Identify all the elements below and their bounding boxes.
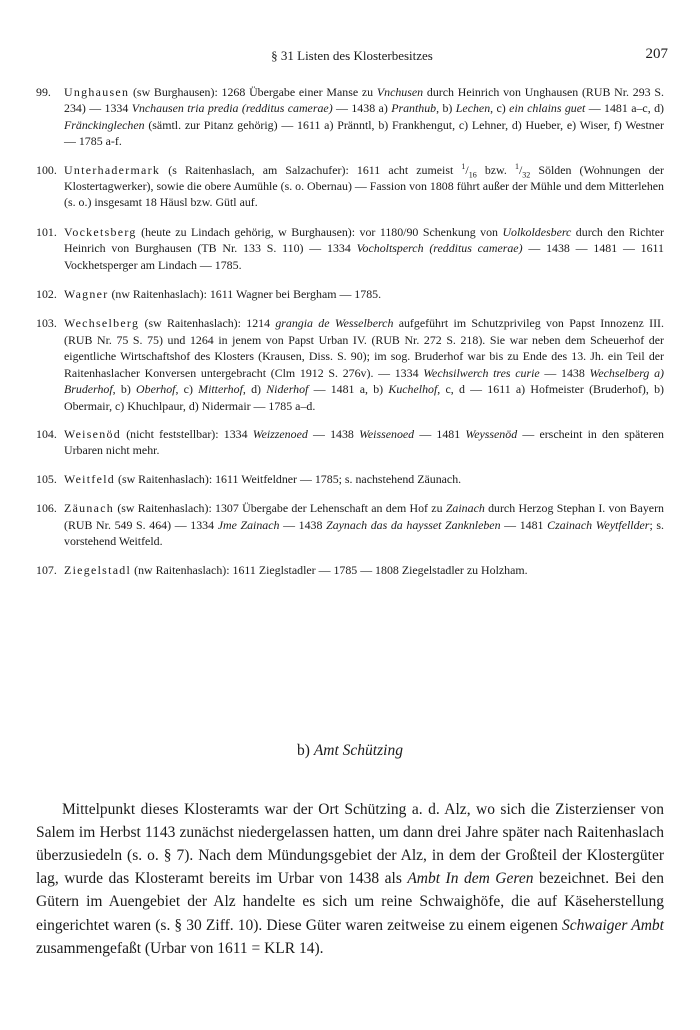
entry-number: 105. bbox=[36, 471, 57, 486]
entry-text-italic: Zaynach das da haysset Zanknleben bbox=[326, 517, 501, 532]
running-head bbox=[36, 46, 668, 68]
entry-text: (nicht feststellbar): 1334 bbox=[121, 426, 253, 441]
entry-107 bbox=[36, 562, 664, 578]
section-heading bbox=[36, 742, 664, 760]
entry-text-italic: Jme Zainach bbox=[217, 517, 280, 532]
entry-text-italic: Czainach Weytfellder bbox=[547, 517, 650, 532]
entry-text-italic: Vnchausen tria predia (redditus camerae) bbox=[131, 101, 333, 116]
page-number: 207 bbox=[645, 46, 668, 62]
entry-text-italic: Uolkoldesberc bbox=[502, 224, 572, 239]
body-text: zusammengefaßt (Urbar von 1611 = KLR 14). bbox=[36, 939, 324, 957]
fraction-numerator: 1 bbox=[514, 161, 519, 171]
entry-100 bbox=[36, 162, 664, 211]
entry-text: , c) bbox=[490, 101, 510, 116]
entry-text-italic: ein chlains guet bbox=[509, 101, 586, 116]
entry-number: 99. bbox=[36, 85, 51, 99]
entry-text: — 1438 bbox=[279, 517, 327, 532]
entry-text: — 1438 — 1481 — 1611 Vockhetsperger am Lindach — 1785. bbox=[64, 241, 665, 272]
entry-106 bbox=[36, 500, 664, 549]
entry-text: , c, d — 1611 a) Hofmeister (Bruderhof), b) Obermair, c) Khuchlpaur, d) Nidermair — 1785 a–d. bbox=[64, 382, 665, 413]
entry-placename: Ziegelstadl bbox=[64, 563, 132, 578]
entry-placename: Wagner bbox=[64, 287, 109, 302]
entry-number: 104. bbox=[36, 426, 57, 441]
entry-text: durch den Richter Heinrich von Burghausen (TB Nr. 133 S. 110) — 1334 bbox=[64, 224, 664, 256]
entry-text: — 1481 a–c, d) bbox=[585, 101, 664, 116]
entry-text-italic: Weizzenoed bbox=[252, 426, 308, 441]
entry-number: 101. bbox=[36, 224, 57, 239]
entry-text: ; s. vorstehend Weitfeld. bbox=[64, 517, 664, 548]
entry-text: (sw Burghausen): 1268 Übergabe einer Manse zu bbox=[129, 85, 377, 99]
entry-number: 107. bbox=[36, 563, 57, 578]
entry-text: — 1481 bbox=[414, 426, 466, 441]
entry-text-italic: Wechselberg a) Bruderhof bbox=[64, 365, 664, 397]
body-text-italic: Ambt In dem Geren bbox=[407, 870, 534, 888]
entry-text-italic: Vocholtsperch (redditus camerae) bbox=[356, 241, 523, 256]
entry-text: — 1438 bbox=[539, 365, 590, 380]
entry-text-italic: Niderhof bbox=[266, 382, 309, 397]
entry-placename: Wechselberg bbox=[64, 316, 140, 331]
entry-text: durch Heinrich von Unghausen (RUB Nr. 293 S. 234) — 1334 bbox=[64, 85, 664, 116]
entry-text-italic: Lechen bbox=[455, 101, 491, 116]
entry-number: 106. bbox=[36, 501, 57, 516]
entry-placename: Weisenöd bbox=[64, 426, 121, 441]
entry-number: 103. bbox=[36, 316, 57, 331]
entry-text: , b) bbox=[436, 101, 456, 116]
entry-placename: Zäunach bbox=[64, 501, 115, 516]
entry-text-italic: Fränckinglechen bbox=[64, 117, 145, 132]
entry-text: — 1481 bbox=[500, 517, 548, 532]
fraction-denominator: 32 bbox=[522, 170, 531, 179]
body-text-italic: Schwaiger Ambt bbox=[562, 916, 664, 934]
entry-text: — 1481 a, b) bbox=[308, 382, 389, 397]
entry-102 bbox=[36, 286, 664, 302]
entry-text: (sämtl. zur Pitanz gehörig) — 1611 a) Pränntl, b) Frankhengut, c) Lehner, d) Hueber, e) Wiser, f) Westner — 1785 a-f. bbox=[64, 117, 664, 149]
entry-text: — erscheint in den späteren Urbaren nicht mehr. bbox=[64, 426, 664, 458]
running-head-title: § 31 Listen des Klosterbesitzes bbox=[271, 48, 433, 63]
entry-text: , b) bbox=[112, 382, 137, 397]
fraction-numerator: 1 bbox=[461, 161, 466, 171]
body-text: Mittelpunkt dieses Klosteramts war der Ort Schützing a. d. Alz, wo sich die Zisterzienser von Salem im Herbst 1143 zunächst niedergelassen hatten, um dann drei Jahre später nach Raitenhaslach überzusiedeln (s. o. § 7). Nach dem Mündungsgebiet der Alz, in dem der Großteil der Klostergüter lag, wurde das Klosteramt bereits im Urbar von 1438 als bbox=[36, 800, 664, 888]
entry-103 bbox=[36, 315, 664, 413]
entry-text: (sw Raitenhaslach): 1611 Weitfeldner — 1785; s. nachstehend Zäunach. bbox=[115, 471, 462, 486]
entry-list bbox=[36, 84, 664, 591]
entry-placename: Weitfeld bbox=[64, 471, 116, 486]
entry-text-italic: Weyssenöd bbox=[465, 426, 518, 441]
entry-text: — 1438 a) bbox=[332, 101, 392, 116]
entry-text: bzw. bbox=[476, 162, 515, 177]
section-title: Amt Schützing bbox=[313, 742, 403, 759]
entry-101 bbox=[36, 224, 664, 273]
entry-number: 100. bbox=[36, 162, 57, 177]
entry-text-italic: Pranthub bbox=[391, 101, 437, 116]
entry-text-italic: Oberhof bbox=[136, 382, 176, 397]
fraction-slash: / bbox=[518, 162, 523, 177]
entry-text: , d) bbox=[242, 382, 267, 397]
entry-text-italic: Mitterhof bbox=[198, 382, 243, 397]
body-text: bezeichnet. Bei den Gütern im Auengebiet der Alz handelte es sich um reine Schwaighöfe, die auf Käseherstellung eingerichtet waren (s. § 30 Ziff. 10). Diese Güter waren zeitweise zu einem eigenen bbox=[36, 870, 664, 934]
entry-text-italic: Wechsilwerch tres curie bbox=[423, 365, 540, 380]
entry-text: Sölden (Wohnungen der Klostertagwerker), sowie die obere Aumühle (s. o. Obernau) — Fassion von 1808 führt außer der Mühle und dem Mitterlehen (s. o.) insgesamt 18 Häusl bzw. Gütl auf. bbox=[64, 162, 664, 210]
entry-104 bbox=[36, 426, 664, 459]
entry-text: , c) bbox=[175, 382, 199, 397]
entry-99 bbox=[36, 84, 664, 150]
entry-number: 102. bbox=[36, 287, 57, 302]
entry-text: durch Herzog Stephan I. von Bayern (RUB Nr. 549 S. 464) — 1334 bbox=[64, 501, 664, 532]
entry-placename: Unghausen bbox=[64, 85, 130, 99]
entry-text-italic: Zainach bbox=[445, 501, 485, 516]
entry-text: (nw Raitenhaslach): 1611 Zieglstadler — 1785 — 1808 Ziegelstadler zu Holzham. bbox=[131, 563, 528, 578]
entry-text: aufgeführt im Schutzprivileg von Papst Innozenz III. (RUB Nr. 75 S. 75) und 1264 in jenem von Papst Urban IV. (RUB Nr. 272 S. 218). Sie war neben dem Scheuerhof der eigentliche Wirtschaftshof des Klosters (Krausen, Diss. S. 90); im sog. Bruderhof war bis zu Ende des 13. Jh. ein Teil der Raitenhaslacher Konversen untergebracht (Clm 1912 S. 276v). — 1334 bbox=[64, 316, 664, 380]
entry-text: (heute zu Lindach gehörig, w Burghausen): vor 1180/90 Schenkung von bbox=[136, 224, 503, 239]
entry-text: (nw Raitenhaslach): 1611 Wagner bei Bergham — 1785. bbox=[108, 287, 382, 302]
entry-placename: Vocketsberg bbox=[64, 224, 137, 239]
entry-text: — 1438 bbox=[307, 426, 360, 441]
entry-text-italic: Weissenoed bbox=[359, 426, 415, 441]
entry-text-italic: Vnchusen bbox=[376, 85, 424, 99]
entry-text: (sw Raitenhaslach): 1307 Übergabe der Lehenschaft an dem Hof zu bbox=[114, 501, 446, 516]
entry-text-italic: Kuchelhof bbox=[388, 382, 438, 397]
fraction-slash: / bbox=[465, 162, 469, 177]
entry-text: (s Raitenhaslach, am Salzachufer): 1611 acht zumeist bbox=[160, 162, 462, 177]
entry-105 bbox=[36, 471, 664, 487]
body-paragraph bbox=[36, 798, 664, 960]
entry-text: (sw Raitenhaslach): 1214 bbox=[139, 316, 276, 331]
section-label: b) bbox=[297, 742, 310, 759]
entry-placename: Unterhadermark bbox=[64, 162, 161, 177]
entry-text-italic: grangia de Wesselberch bbox=[275, 316, 394, 331]
fraction-denominator: 16 bbox=[468, 170, 477, 179]
